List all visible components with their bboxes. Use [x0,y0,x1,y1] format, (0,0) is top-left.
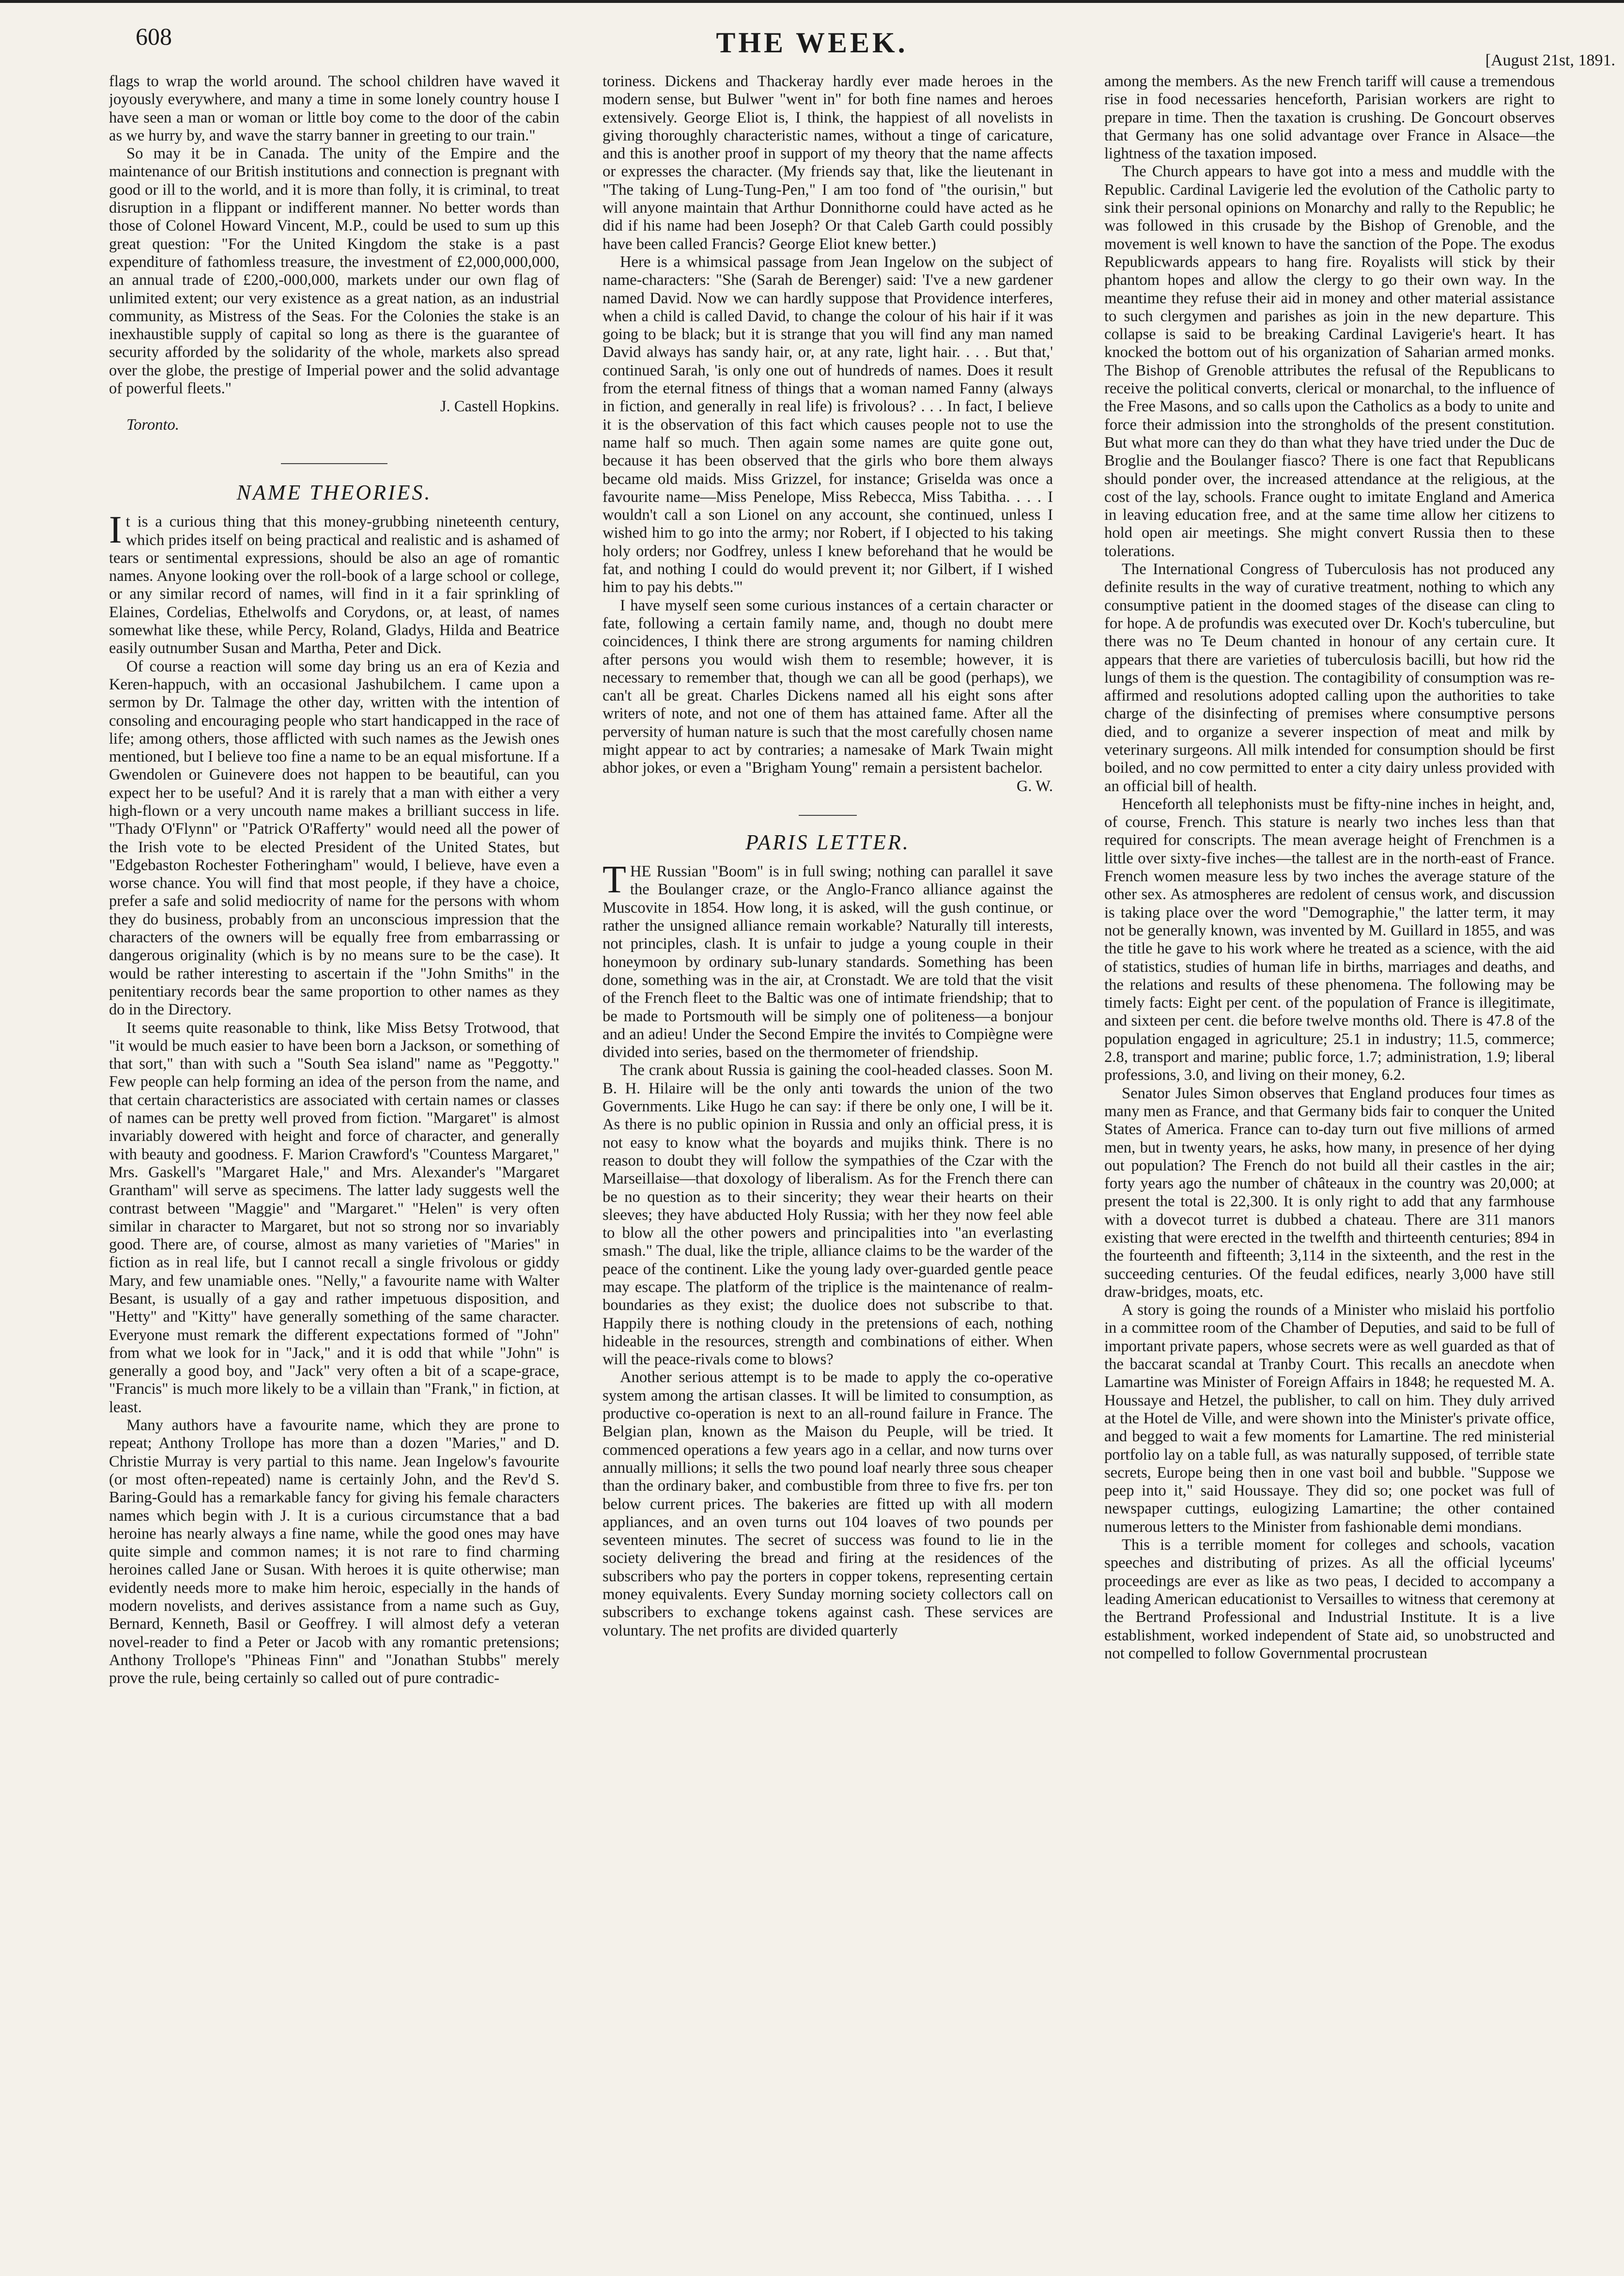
author-location: Toronto. [126,416,179,434]
article-paragraph: Henceforth all telephonists must be fifty-nine inches in height, and, of course, French. This stature is nearly two inches less than that required for conscripts. The mean average height of Frenchmen is a little over sixty-five inches—the tallest are in the north-east of France. French women measure less by two inches the average stature of the other sex. As atmospheres are redolent of census work, and discussion is taking place over the word "Demographie," the latter term, it may not be generally known, was invented by M. Guillard in 1855, and was the title he gave to his work where he treated as a science, with the aid of statistics, studies of human life in births, marriages and deaths, and the relations and results of these phenomena. The following may be timely facts: Eight per cent. of the population of France is illegitimate, and sixteen per cent. die before twelve months old. There is 47.8 of the population engaged in agriculture; 25.1 in industry; 11.5, commerce; 2.8, transport and marine; public force, 1.7; administration, 1.9; liberal professions, 3.0, and living on their money, 6.2. [1104,795,1555,1084]
article-paragraph: Of course a reaction will some day bring us an era of Kezia and Keren-happuch, with an occasional Jashubilchem. I came upon a sermon by Dr. Talmage the other day, written with the intention of consoling and encouraging people who start handicapped in the race of life; among others, those afflicted with such names as the Jewish ones mentioned, but I believe too fine a name to be an equal misfortune. If a Gwendolen or Guinevere does not happen to be beautiful, can you expect her to be useful? And it is rarely that a man with either a very high-flown or a very uncouth name makes a brilliant success in life. "Thady O'Flynn" or "Patrick O'Rafferty" would need all the power of the Irish vote to be elected President of the United States, but "Edgebaston Rochester Fotheringham" would, I believe, have even a worse chance. You will find that most people, if they have a choice, prefer a safe and solid mediocrity of name for the persons with whom they do business, probably from an unconscious impression that the characters of the owners will be equally free from embarrassing or dangerous originality (which is by no means sure to be the case). It would be rather interesting to ascertain if the "John Smiths" in the penitentiary records bear the same proportion to other names as they do in the Directory. [109,657,559,1019]
article-paragraph: THE Russian "Boom" is in full swing; nothing can parallel it save the Boulanger craze, or the Anglo-Franco alliance against the Muscovite in 1854. How long, it is asked, will the gush continue, or rather the unsigned alliance remain workable? Naturally till interests, not principles, clash. It is unfair to judge a young couple in their honeymoon by ordinary sub-lunary standards. Something has been done, something was in the air, at Cronstadt. We are told that the visit of the French fleet to the Baltic was one of intimate friendship; that to be made to Portsmouth will be simply one of politeness—a bonjour and an adieu! Under the Second Empire the invités to Compiègne were divided into series, based on the thermometer of friendship. [603,858,1053,1061]
article-paragraph: Another serious attempt is to be made to apply the co-operative system among the artisan classes. It will be limited to consumption, as productive co-operation is next to an all-round failure in France. The Belgian plan, known as the Maison du Peuple, will be tried. It commenced operations a few years ago in a cellar, and now turns over annually millions; it sells the two pound loaf nearly three sous cheaper than the ordinary baker, and combustible from three to five frs. per ton below current prices. The bakeries are fitted up with all modern appliances, and an oven turns out 104 loaves of two pounds per seventeen minutes. The secret of success was found to lie in the society delivering the bread and firing at the residences of the subscribers who pay the porters in copper tokens, representing certain money equivalents. Every Sunday morning society collectors call on subscribers to exchange tokens against cash. These services are voluntary. The net profits are divided quarterly [603,1369,1053,1639]
article-paragraph: It is a curious thing that this money-grubbing nineteenth century, which prides itself on being practical and realistic and is ashamed of tears or sentimental expressions, should be also an age of romantic names. Anyone looking over the roll-book of a large school or college, or any similar record of names, will find in it a fair sprinkling of Elaines, Cordelias, Ethelwolfs and Corydons, or, at least, of names somewhat like these, while Percy, Roland, Gladys, Hilda and Beatrice easily outnumber Susan and Martha, Peter and Dick. [109,509,559,657]
author-signature: G. W. [1016,777,1053,795]
section-divider [799,815,857,816]
article-paragraph: The International Congress of Tuberculosis has not produced any definite results in the way of curative treatment, nothing to which any consumptive patient in the doomed stages of the disease can cling to for hope. A de profundis was executed over Dr. Koch's tuberculine, but there was no Te Deum chanted in honour of any certain cure. It appears that there are varieties of tuberculosis bacilli, but how rid the lungs of them is the question. The contagibility of consumption was re-affirmed and resolutions adopted calling upon the authorities to take charge of the disinfecting of premises where consumptive persons died, and to organize a severer inspection of meat and milk by veterinary surgeons. All milk intended for consumption should be first boiled, and no cow permitted to enter a city dairy unless provided with an official bill of health. [1104,561,1555,795]
article-paragraph: among the members. As the new French tariff will cause a tremendous rise in food necessaries henceforth, Parisian workers are right to prepare in time. Then the taxation is crushing. De Goncourt observes that Germany has one solid advantage over France in Alsace—the lightness of the taxation imposed. [1104,73,1555,163]
page-number: 608 [136,23,172,50]
column-right [1104,73,1555,2243]
article-paragraph: Many authors have a favourite name, which they are prone to repeat; Anthony Trollope has more than a dozen "Maries," and D. Christie Murray is very partial to this name. Jean Ingelow's favourite (or most often-repeated) name is certainly John, and the Rev'd S. Baring-Gould has a remarkable fancy for giving his female characters names which begin with J. It is a curious circumstance that a bad heroine has nearly always a fine name, while the good ones may have quite simple and common names; it is not rare to find charming heroines called Jane or Susan. With heroes it is quite otherwise; man evidently needs more to make him heroic, especially in the hands of modern novelists, and derives assistance from a name such as Guy, Bernard, Kenneth, Basil or Geoffrey. I will almost defy a veteran novel-reader to find a Peter or Jacob with any romantic pretensions; Anthony Trollope's "Phineas Finn" and "Jonathan Stubbs" merely prove the rule, being certainly so called out of pure contradic- [109,1417,559,1687]
article-paragraph: So may it be in Canada. The unity of the Empire and the maintenance of our British institutions and connection is pregnant with good or ill to the world, and it is more than folly, it is criminal, to treat disruption in a flippant or indifferent manner. No better words than those of Colonel Howard Vincent, M.P., could be used to sum up this great question: "For the United Kingdom the stake is a past expenditure of fathomless treasure, the investment of £2,000,000,000, an annual trade of £200,-000,000, markets under our own flag of unlimited extent; our very existence as a great nation, as an industrial community, as Mistress of the Seas. For the Colonies the stake is an inexhaustible supply of capital so long as there is the guarantee of security afforded by the solidarity of the whole, markets also spread over the globe, the prestige of Imperial power and the solid advantage of powerful fleets." [109,145,559,398]
article-paragraph: Senator Jules Simon observes that England produces four times as many men as France, and that Germany bids fair to conquer the United States of America. France can to-day turn out five millions of armed men, but in twenty years, he asks, how many, in presence of her dying out population? The French do not build all their castles in the air; forty years ago the number of châteaux in the country was 20,000; at present the total is 22,300. It is only right to add that any farmhouse with a dovecot turret is dubbed a chateau. There are 311 manors existing that were erected in the twelfth and thirteenth centuries; 894 in the fourteenth and fifteenth; 3,114 in the sixteenth, and the rest in the succeeding centuries. Of the feudal edifices, nearly 3,000 have still draw-bridges, moats, etc. [1104,1084,1555,1301]
article-paragraph: flags to wrap the world around. The school children have waved it joyously everywhere, and many a time in some lonely country house I have seen a man or woman or little boy come to the door of the cabin as we hurry by, and wave the starry banner in greeting to our train." [109,73,559,144]
masthead [0,0,1624,83]
article-paragraph: This is a terrible moment for colleges and schools, vacation speeches and distributing of prizes. As all the official lyceums' proceedings are ever as like as two peas, I decided to accompany a leading American educationist to Versailles to witness that ceremony at the Bertrand Professional and Industrial Institute. It is a live establishment, worked independent of State aid, so unobstructed and not compelled to follow Governmental procrustean [1104,1536,1555,1662]
section-divider [281,463,387,464]
article-paragraph: It seems quite reasonable to think, like Miss Betsy Trotwood, that "it would be much easier to have been born a Jackson, or something of that sort," than with such a "South Sea island" name as "Peggotty." Few people can help forming an idea of the person from the name, and that certain characteristics are associated with certain names or classes of names can be pretty well proved from fiction. "Margaret" is almost invariably dowered with height and force of character, and generally with beauty and goodness. F. Marion Crawford's "Countess Margaret," Mrs. Gaskell's "Margaret Hale," and Mrs. Alexander's "Margaret Grantham" will serve as specimens. The latter lady suggests well the contrast between "Maggie" and "Margaret." "Helen" is very often similar in character to Margaret, but not so strong nor so invariably good. There are, of course, almost as many varieties of "Maries" in fiction as in real life, but I cannot recall a single frivolous or giddy Mary, and few unamiable ones. "Nelly," a favourite name with Walter Besant, is usually of a gay and rather impetuous disposition, and "Hetty" and "Kitty" have generally something of the same character. Everyone must remark the different expectations formed of "John" from what we look for in "Jack," and it is odd that while "John" is generally a good boy, and "Jack" very often a bit of a scape-grace, "Francis" is much more likely to be a villain than "Frank," in fiction, at least. [109,1019,559,1416]
article-paragraph: A story is going the rounds of a Minister who mislaid his portfolio in a committee room of the Chamber of Deputies, and said to be full of important private papers, whose secrets were as well guarded as that of the baccarat scandal at Tranby Court. This recalls an anecdote when Lamartine was Minister of Foreign Affairs in 1848; he requested M. A. Houssaye and Hetzel, the publisher, to call on him. They duly arrived at the Hotel de Ville, and were shown into the Minister's private office, and begged to wait a few moments for Lamartine. The red ministerial portfolio lay on a table full, as was naturally supposed, of terrible state secrets, Europe being then in one vast boil and bubble. "Suppose we peep into it," said Houssaye. They did so; one pocket was full of newspaper cuttings, eulogizing Lamartine; the other contained numerous letters to the Minister from fashionable demi mondians. [1104,1301,1555,1536]
article-paragraph: I have myself seen some curious instances of a certain character or fate, following a certain family name, and, though no doubt mere coincidences, I think there are strong arguments for naming children after persons you would wish them to resemble; however, it is necessary to remember that, though we can all be good (perhaps), we can't all be great. Charles Dickens named all his eight sons after writers of note, and not one of them has attained fame. After all the perversity of human nature is such that the most carefully chosen name might appear to act by contraries; a namesake of Mark Twain might abhor jokes, or even a "Brigham Young" remain a persistent bachelor. [603,596,1053,777]
article-heading: NAME THEORIES. [236,480,432,504]
article-paragraph: Here is a whimsical passage from Jean Ingelow on the subject of name-characters: "She (Sarah de Berenger) said: 'I've a new gardener named David. Now we can hardly suppose that Providence interferes, when a child is called David, to change the colour of his hair if it was going to be black; but it is strange that you will find any man named David always has sandy hair, or, at any rate, light hair. . . . But that,' continued Sarah, 'is only one out of hundreds of names. Does it result from the eternal fitness of things that a woman named Fanny (always in fiction, and generally in real life) is frivolous? . . . In fact, I believe it is the observation of this fact which causes people not to use the name half so much. Then again some names are quite gone out, because it has been observed that the girls who bore them always became old maids. Miss Grizzel, for instance; Griselda was once a favourite name—Miss Penelope, Miss Rebecca, Miss Tabitha. . . . I wouldn't call a son Lionel on any account, she continued, unless I wished him to go into the army; nor Robert, if I objected to his taking holy orders; nor Godfrey, unless I knew beforehand that he would be fat, and nothing I could do would prevent it; nor Gilbert, if I wished him to pay his debts.'" [603,253,1053,596]
column-left [109,73,559,2243]
column-middle [603,73,1053,2243]
article-paragraph: The crank about Russia is gaining the cool-headed classes. Soon M. B. H. Hilaire will be the only anti towards the union of the two Governments. Like Hugo he can say: if there be only one, I will be it. As there is no public opinion in Russia and only an official press, it is not easy to know what the boyards and mujiks think. There is no reason to doubt they will follow the sympathies of the Czar with the Marseillaise—that doxology of liberalism. As for the French there can be no question as to their sincerity; they wear their hearts on their sleeves; they have abducted Holy Russia; with her they now feel able to blow all the other powers and principalities into "an everlasting smash." The dual, like the triple, alliance claims to be the warder of the peace of the continent. Like the young lady over-guarded gentle peace may escape. The platform of the triplice is the maintenance of realm-boundaries as they exist; the duolice does not subscribe to that. Happily there is nothing cloudy in the pretensions of each, nothing hideable in the resources, strength and combinations of either. When will the peace-rivals come to blows? [603,1061,1053,1369]
author-signature: J. Castell Hopkins. [440,398,559,416]
article-paragraph: The Church appears to have got into a mess and muddle with the Republic. Cardinal Lavigerie led the evolution of the Catholic party to sink their personal opinions on Monarchy and rally to the Republic; he was followed in this crusade by the Bishop of Grenoble, and the movement is well known to have the sanction of the Pope. The exodus Republicwards appears to hang fire. Royalists will stick by their phantom hopes and allow the clergy to go their own way. In the meantime they refuse their aid in money and other material assistance to such clergymen and parishes as join in the new departure. This collapse is said to be breaking Cardinal Lavigerie's heart. It has knocked the bottom out of his organization of Saharian armed monks. The Bishop of Grenoble attributes the refusal of the Republicans to receive the political converts, clerical or monarchal, to the influence of the Free Masons, and so calls upon the Catholics as a body to unite and force their admission into the strongholds of the present constitution. But what more can they do than what they have tried under the Duc de Broglie and the Boulanger fiasco? There is one fact that Republicans should ponder over, the increased attendance at the religious, at the cost of the lay, schools. France ought to imitate England and America in leaving education free, and at the same time allow her citizens to hold open air meetings. She might convert Russia then to these tolerations. [1104,163,1555,560]
publication-title: THE WEEK. [716,27,908,59]
issue-date: [August 21st, 1891. [1485,51,1615,69]
article-heading: PARIS LETTER. [745,830,910,854]
article-paragraph: toriness. Dickens and Thackeray hardly ever made heroes in the modern sense, but Bulwer "went in" for both fine names and heroes extensively. George Eliot is, I think, the happiest of all novelists in giving thoroughly characteristic names, without a tinge of caricature, and this is another proof in support of my theory that the name affects or expresses the character. (My friends say that, like the lieutenant in "The taking of Lung-Tung-Pen," I am too fond of "the ourisin," but will anyone maintain that Arthur Donnithorne could have acted as he did if his name had been Joseph? Or that Caleb Garth could possibly have been called Francis? George Eliot knew better.) [603,73,1053,253]
